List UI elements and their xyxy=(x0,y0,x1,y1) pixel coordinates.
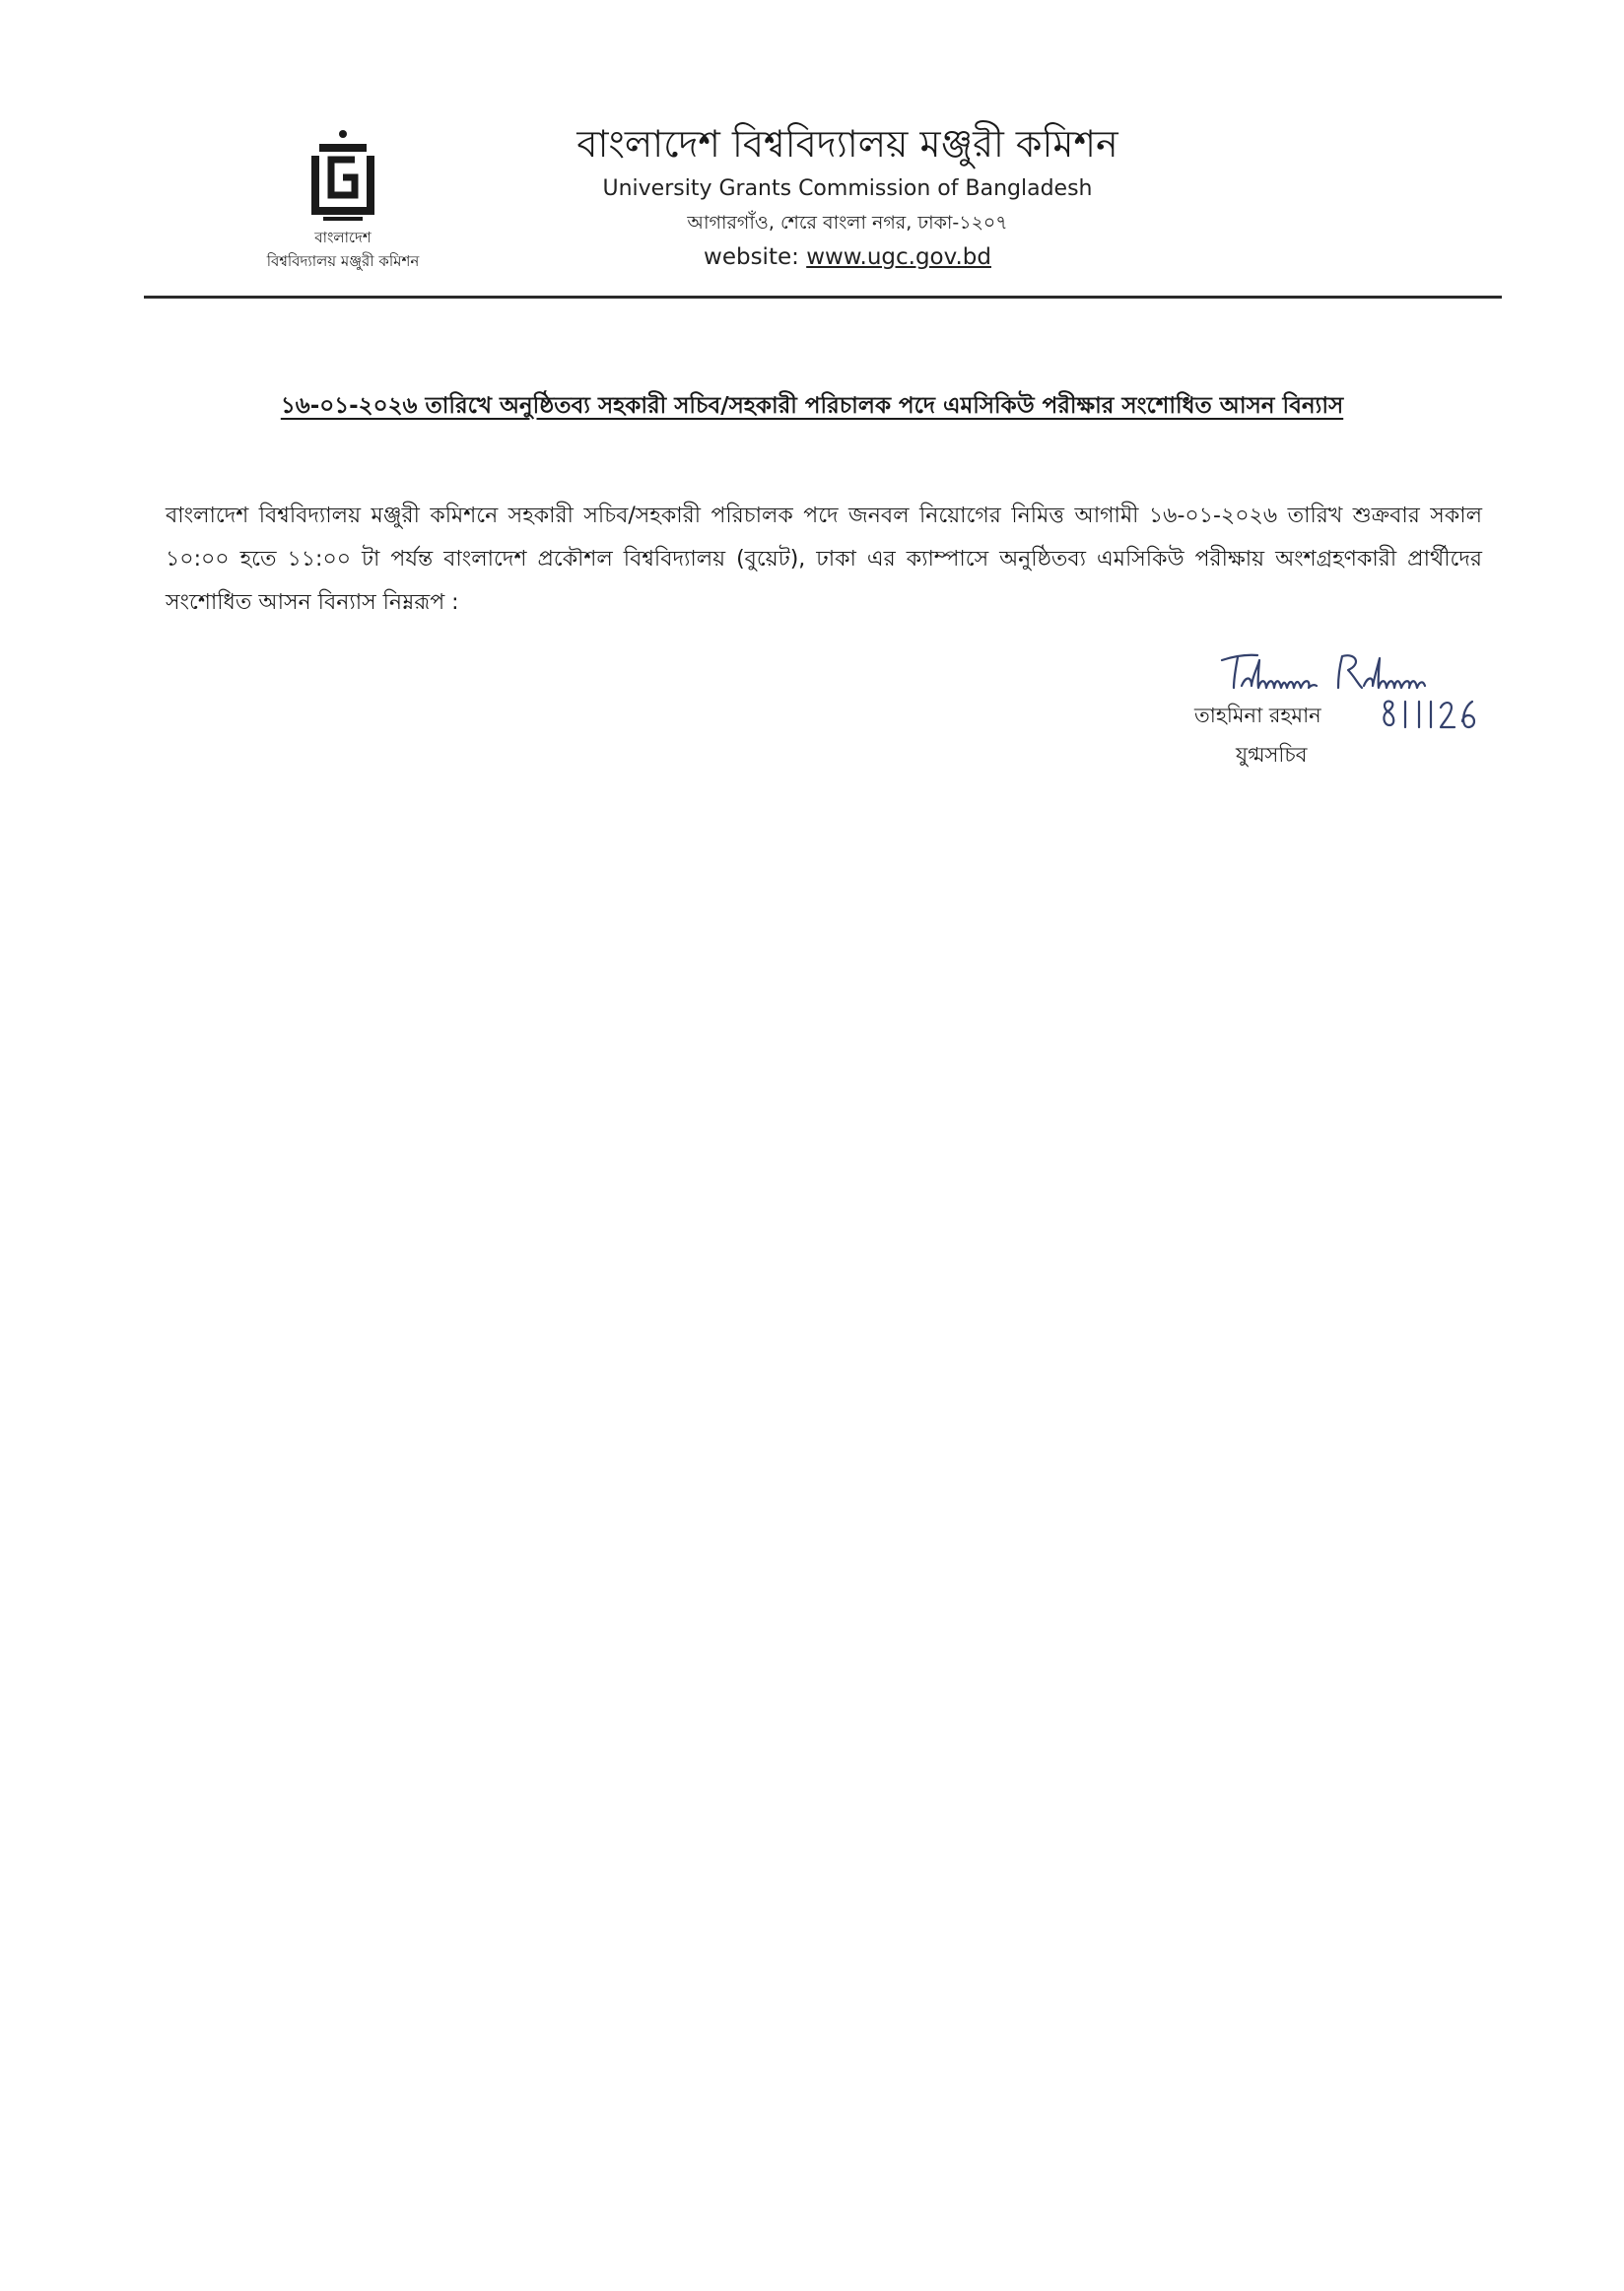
notice-title: ১৬-০১-২০২৬ তারিখে অনুষ্ঠিতব্য সহকারী সচিব/সহকারী পরিচালক পদে এমসিকিউ পরীক্ষার সংশোধিত আসন বিন্যাস xyxy=(280,393,1344,419)
organization-website xyxy=(512,238,1183,276)
notice-body-paragraph: বাংলাদেশ বিশ্ববিদ্যালয় মঞ্জুরী কমিশনে সহকারী সচিব/সহকারী পরিচালক পদে জনবল নিয়োগের নিমিত্ত আগামী ১৬-০১-২০২৬ তারিখ শুক্রবার সকাল ১০:০০ হতে ১১:০০ টা পর্যন্ত বাংলাদেশ প্রকৌশল বিশ্ববিদ্যালয় (বুয়েট), ঢাকা এর ক্যাম্পাসে অনুষ্ঠিতব্য এমসিকিউ পরীক্ষায় অংশগ্রহণকারী প্রার্থীদের সংশোধিত আসন বিন্যাস নিম্নরূপ : xyxy=(166,504,1482,615)
organization-address: আগারগাঁও, শেরে বাংলা নগর, ঢাকা-১২০৭ xyxy=(687,212,1008,234)
organization-header xyxy=(512,116,1183,276)
logo-caption-line2: বিশ্ববিদ্যালয় মঞ্জুরী কমিশন xyxy=(266,252,420,270)
header-divider xyxy=(144,296,1502,299)
organization-title-bangla: বাংলাদেশ বিশ্ববিদ্যালয় মঞ্জুরী কমিশন xyxy=(576,122,1118,166)
website-label: website: xyxy=(704,244,807,270)
ugc-logo-icon xyxy=(302,126,384,225)
signatory-designation: যুগ্মসচিব xyxy=(1236,743,1308,767)
signatory-name: তাহমিনা রহমান xyxy=(1194,704,1321,727)
logo-block xyxy=(235,126,451,272)
organization-title-english: University Grants Commission of Bangladesh xyxy=(602,176,1093,201)
website-link[interactable]: www.ugc.gov.bd xyxy=(806,244,991,270)
signature-block xyxy=(1183,642,1537,790)
logo-caption-line1: বাংলাদেশ xyxy=(314,229,372,246)
